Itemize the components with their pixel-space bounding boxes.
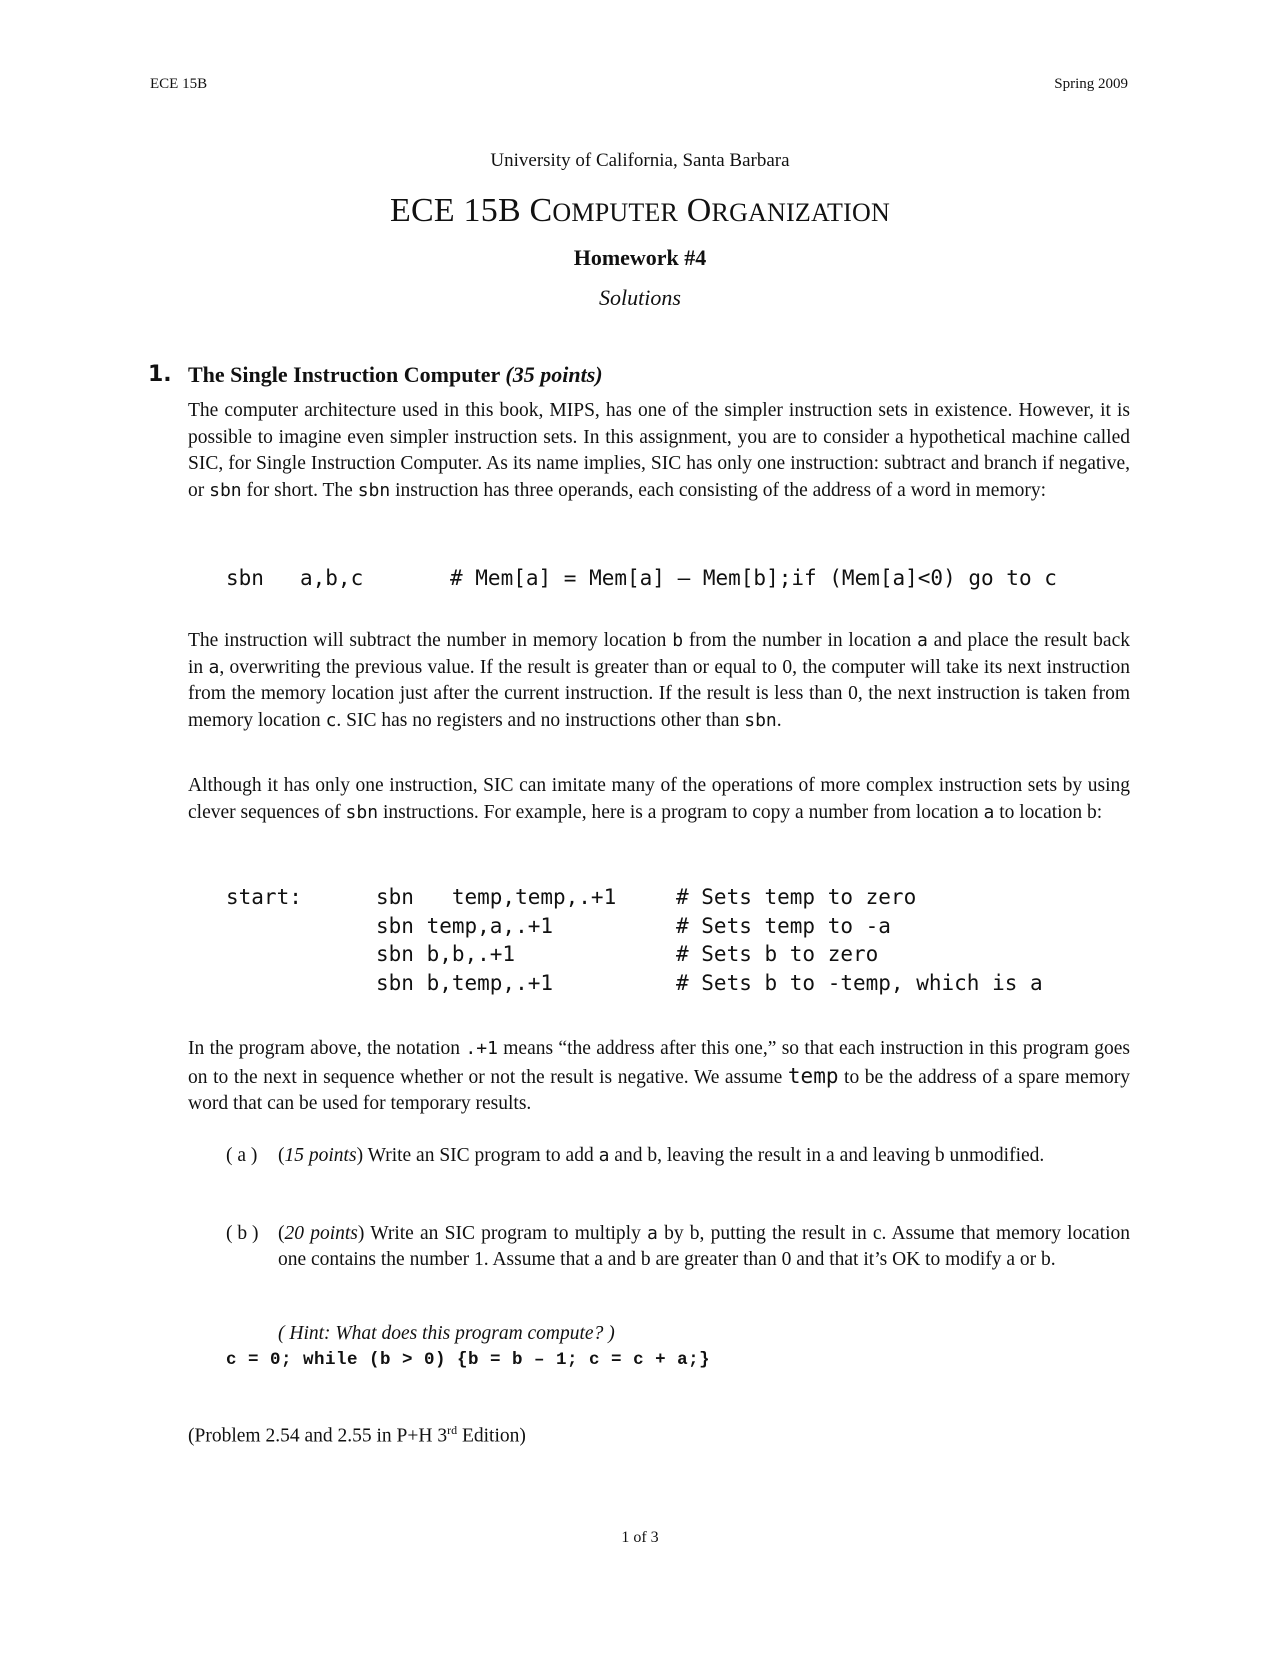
text-run: and place the result back in — [188, 630, 1130, 678]
part-b-text: (20 points) Write an SIC program to multiply a by b, putting the result in c. Assume that memory location one contains the number 1. Assume that a and b are greater than 0 and that it’s OK to modify a or b. — [278, 1223, 1130, 1270]
text-run: for short. The — [241, 479, 358, 501]
homework-title: Homework #4 — [573, 245, 707, 270]
course-title-part: RGANIZATION — [711, 198, 890, 227]
inline-code: a — [917, 630, 928, 651]
program-instruction: sbn temp,a,.+1 — [376, 913, 554, 938]
text-run: In the program above, the notation — [188, 1038, 466, 1059]
text-run: instructions. For example, here is a program to copy a number from location — [378, 801, 984, 823]
program-instructions — [376, 883, 616, 997]
text-run: ) Write an SIC program to add — [356, 1145, 599, 1166]
part-b-points: 20 points — [284, 1223, 358, 1244]
part-a-points: 15 points — [284, 1145, 357, 1166]
inline-code: temp — [787, 1063, 839, 1088]
text-run: instruction has three operands, each consisting of the address of a word in memory: — [390, 479, 1047, 501]
text-run: Although it has only one instruction, SIC can imitate many of the operations of more complex instruction sets by using clever sequences of — [188, 775, 1130, 823]
inline-code: sbn — [345, 801, 379, 823]
inline-code: a — [983, 801, 995, 823]
inline-code: .+1 — [465, 1038, 498, 1059]
problem-title-text: The Single Instruction Computer — [188, 362, 500, 387]
program-instruction: sbn temp,temp,.+1 — [376, 885, 617, 909]
sbn-definition-comment: # Mem[a] = Mem[a] – Mem[b];if (Mem[a]<0) go to c — [450, 566, 1057, 590]
program-comment: # Sets temp to zero — [676, 885, 917, 909]
solutions-label: Solutions — [599, 285, 681, 310]
text-run: and b, leaving the result in a and leaving b unmodified. — [609, 1145, 1045, 1166]
part-b-letter: ( b ) — [226, 1223, 259, 1244]
inline-code: a — [208, 656, 220, 678]
problem-number: 1. — [148, 362, 172, 387]
program-label: start: — [226, 885, 302, 909]
page-number: 1 of 3 — [621, 1529, 659, 1546]
inline-code: b — [672, 630, 684, 651]
inline-code: sbn — [744, 709, 777, 731]
inline-code: a — [598, 1145, 610, 1166]
problem-title — [188, 362, 603, 388]
text-run: means “the address after this one,” so that each instruction in this program goes on to the next in sequence whether or not the result is negative. We assume — [188, 1038, 1130, 1088]
university-name: University of California, Santa Barbara — [490, 150, 790, 171]
text-run: The instruction will subtract the number in memory location — [188, 630, 673, 651]
inline-code: a — [647, 1223, 658, 1244]
text-run: to be the address of a spare memory word that can be used for temporary results. — [188, 1066, 1130, 1114]
text-run: . SIC has no registers and no instructions other than — [336, 709, 745, 731]
text-run: Edition) — [457, 1425, 526, 1447]
course-title — [0, 192, 1280, 230]
notation-paragraph — [188, 1036, 1130, 1118]
sbn-definition-args: a,b,c — [300, 566, 364, 590]
sbn-definition-op: sbn — [226, 566, 264, 590]
course-title-part: OMPUTER — [552, 198, 679, 227]
program-comments — [676, 883, 1043, 997]
course-title-prefix: ECE 15B C — [390, 192, 553, 229]
inline-code: sbn — [357, 479, 391, 501]
text-run: The computer architecture used in this book, MIPS, has one of the simpler instruction sets in existence. However, it is possible to imagine even simpler instruction sets. In this assignment, you are to consider a hypothetical machine called SIC, for Single Instruction Computer. As its name implies, SIC has only one instruction: subtract and branch if negative, or — [188, 400, 1130, 501]
text-run: . — [776, 709, 782, 731]
superscript: rd — [447, 1423, 458, 1437]
program-comment: # Sets b to -temp, which is a — [676, 970, 1043, 995]
text-run: to location b: — [994, 801, 1103, 823]
header-course: ECE 15B — [150, 76, 208, 92]
problem-points: (35 points) — [505, 362, 603, 387]
text-run: ) Write an SIC program to multiply — [357, 1223, 648, 1244]
intro-paragraph — [188, 398, 1130, 504]
hint-text: ( Hint: What does this program compute? ) — [278, 1323, 615, 1344]
header-term: Spring 2009 — [1054, 76, 1128, 92]
part-a-letter: ( a ) — [226, 1145, 258, 1166]
hint-code: c = 0; while (b > 0) {b = b – 1; c = c + a;} — [226, 1350, 711, 1370]
program-comment: # Sets temp to -a — [676, 913, 891, 938]
program-instruction: sbn b,temp,.+1 — [376, 970, 554, 995]
text-run: from the number in location — [683, 630, 917, 651]
problem-reference — [188, 1423, 526, 1448]
semantics-paragraph — [188, 628, 1130, 734]
inline-code: sbn — [209, 479, 242, 501]
course-title-part: O — [678, 192, 712, 229]
inline-code: c — [325, 709, 337, 731]
program-comment: # Sets b to zero — [676, 942, 879, 966]
text-run: (Problem 2.54 and 2.55 in P+H 3 — [188, 1425, 448, 1447]
text-run: by b, putting the result in c. Assume that memory location one contains the number 1. Assume that a and b are greater than 0 and that it’s OK to modify a or b. — [278, 1223, 1130, 1270]
text-run: , overwriting the previous value. If the result is greater than or equal to 0, the computer will take its next instruction from the memory location just after the current instruction. If the result is less than 0, the next instruction is taken from memory location — [188, 656, 1130, 731]
example-paragraph — [188, 773, 1130, 826]
program-instruction: sbn b,b,.+1 — [376, 942, 516, 966]
part-a-text: (15 points) Write an SIC program to add a and b, leaving the result in a and leaving b unmodified. — [278, 1145, 1045, 1166]
